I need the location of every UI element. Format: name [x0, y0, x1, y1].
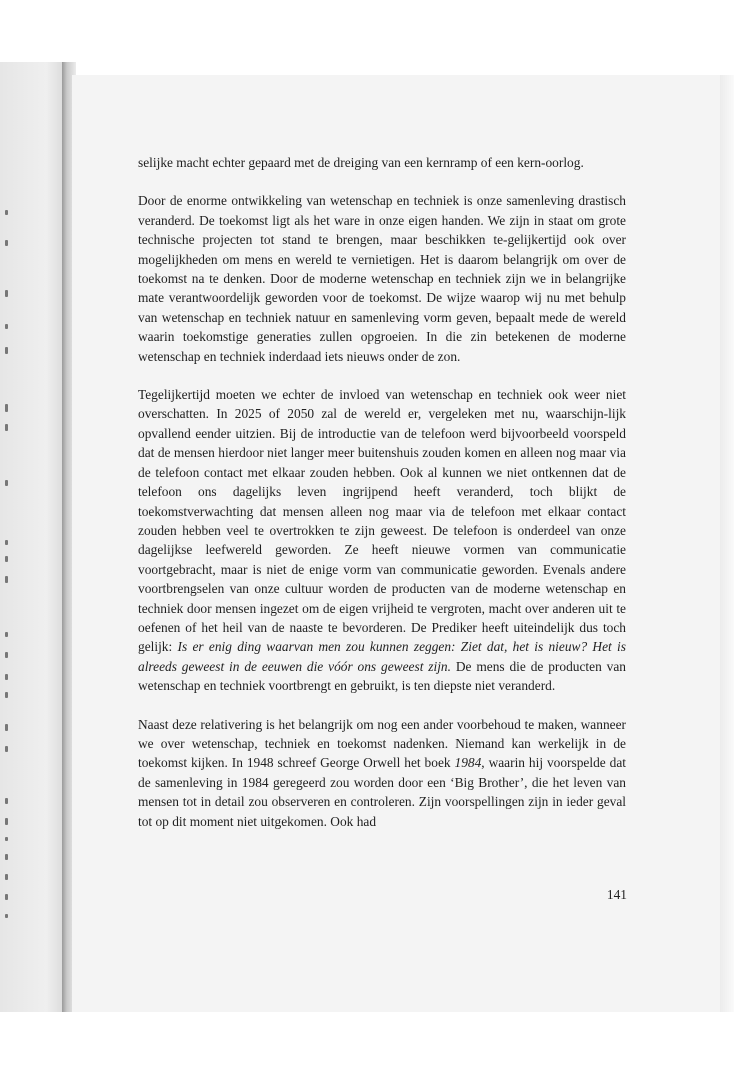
facing-page-text-fragment — [5, 632, 8, 637]
facing-page-text-fragment — [5, 874, 8, 880]
text-run: Tegelijkertijd moeten we echter de invloed van wetenschap en techniek ook weer niet overschatten. In 2025 of 2050 zal de wereld er, vergeleken met nu, waarschijn-lijk opvallend eender uitzien. Bij de introductie van de telefoon werd bijvoorbeeld voorspeld dat de mensen hierdoor niet langer meer buitenshuis zouden komen en alleen nog maar via de telefoon contact met elkaar zouden hebben. Ook al kunnen we niet ontkennen dat de telefoon ons dagelijks leven ingrijpend heeft veranderd, toch blijkt de toekomstverwachting dat mensen alleen nog maar via de telefoon met elkaar contact zouden hebben veel te overtrokken te zijn geweest. De telefoon is onderdeel van onze dagelijkse leefwereld geworden. Ze heeft nieuwe vormen van communicatie voortgebracht, maar is niet de enige vorm van communicatie geworden. Evenals andere voortbrengselen van onze cultuur worden de producten van de moderne wetenschap en techniek door mensen ingezet om de eigen vrijheid te vergroten, macht over anderen uit te oefenen of het heil van de naaste te bevorderen. De Prediker heeft uiteindelijk dus toch gelijk: — [138, 387, 626, 655]
facing-page-text-fragment — [5, 480, 8, 486]
facing-page-text-fragment — [5, 746, 8, 752]
facing-page-text-fragment — [5, 674, 8, 680]
facing-page-text-fragment — [5, 404, 8, 412]
page-edge — [720, 75, 734, 1012]
facing-page-text-fragment — [5, 854, 8, 860]
facing-page-text-fragment — [5, 837, 8, 841]
italic-text: 1984 — [454, 755, 482, 771]
paragraph — [138, 191, 626, 366]
facing-page-edge — [0, 62, 66, 1012]
paragraph — [138, 715, 626, 831]
facing-page-text-fragment — [5, 692, 8, 698]
facing-page-text-fragment — [5, 798, 8, 804]
text-run: , waarin hij voorspelde dat de samenleving in 1984 geregeerd zou worden door een ‘Big Brother’, die het leven van mensen tot in detail zou observeren en controleren. Zijn voorspellingen zijn in ieder geval tot op dit moment niet uitgekomen. Ook had — [138, 755, 626, 829]
text-run: De mens die de producten van wetenschap en techniek voortbrengt en gebruikt, is ten diepste niet veranderd. — [138, 658, 626, 694]
text-run: selijke macht echter gepaard met de dreiging van een kernramp of een kern-oorlog. — [138, 155, 584, 170]
facing-page-text-fragment — [5, 290, 8, 297]
text-run: Naast deze relativering is het belangrijk om nog een ander voorbehoud te maken, wanneer we over wetenschap, techniek en toekomst nadenken. Niemand kan werkelijk in de toekomst kijken. In 1948 schreef George Orwell het boek — [138, 716, 626, 771]
facing-page-text-fragment — [5, 324, 8, 329]
facing-page-text-fragment — [5, 210, 8, 215]
facing-page-text-fragment — [5, 347, 8, 354]
facing-page-text-fragment — [5, 240, 8, 246]
italic-text: Is er enig ding waarvan men zou kunnen zeggen: Ziet dat, het is nieuw? Het is alreeds geweest in de eeuwen die vóór ons geweest zijn. — [138, 639, 626, 674]
facing-page-text-fragment — [5, 894, 8, 900]
page-number: 141 — [606, 887, 627, 902]
body-text — [138, 153, 626, 831]
text-run: Door de enorme ontwikkeling van wetenschap en techniek is onze samenleving drastisch veranderd. De toekomst ligt als het ware in onze eigen handen. We zijn in staat om grote technische projecten tot stand te brengen, maar beschikken te-gelijkertijd ook over mogelijkheden om mens en wereld te vernietigen. Het is daarom belangrijk om over de toekomst na te denken. Door de moderne wetenschap en techniek zijn we in belangrijke mate verantwoordelijk geworden voor de toekomst. De wijze waarop wij nu met behulp van wetenschap en techniek natuur en samenleving vorm geven, bepaalt mede de wereld waarin toekomstige generaties zullen opgroeien. In die zin betekenen de moderne wetenschap en techniek inderdaad iets nieuws onder de zon. — [138, 193, 626, 364]
facing-page-text-fragment — [5, 556, 8, 562]
paragraph — [138, 385, 626, 696]
facing-page-text-fragment — [5, 818, 8, 825]
facing-page-text-fragment — [5, 724, 8, 731]
paragraph — [138, 153, 626, 172]
facing-page-text-fragment — [5, 914, 8, 918]
facing-page-text-fragment — [5, 540, 8, 545]
facing-page-text-fragment — [5, 424, 8, 431]
facing-page-text-fragment — [5, 576, 8, 583]
facing-page-text-fragment — [5, 652, 8, 658]
